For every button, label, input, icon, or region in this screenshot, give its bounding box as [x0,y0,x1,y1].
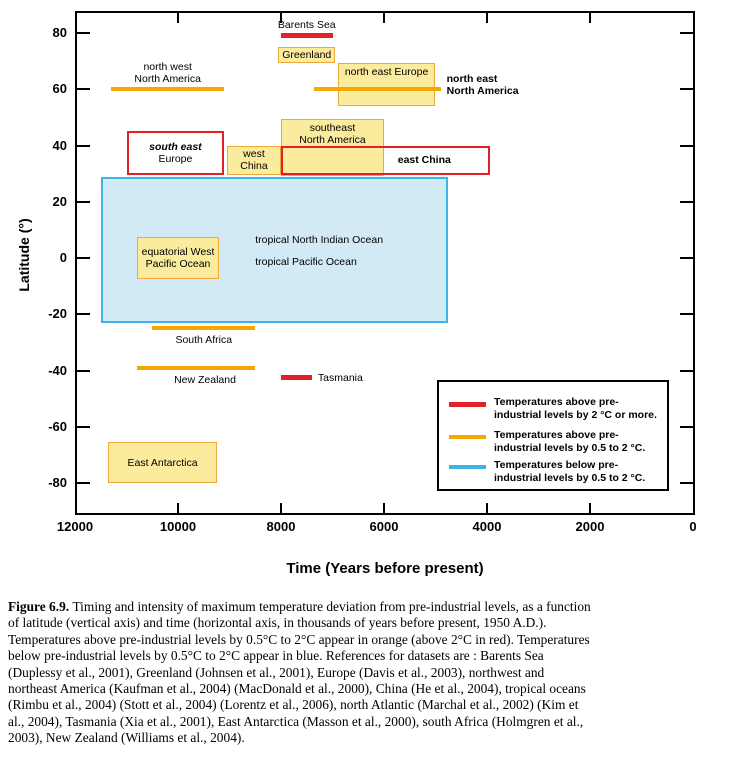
y-tick [77,426,90,428]
y-tick [77,257,90,259]
y-tick [680,313,693,315]
region-label-equatorial-west-pacific-ocean: equatorial West Pacific Ocean [141,246,215,270]
region-label-northwest-north-america: north west North America [134,61,201,86]
y-tick-label: 60 [52,81,67,97]
x-tick [177,13,179,23]
figure-caption [8,599,734,747]
y-tick-label: 80 [52,25,67,40]
region-barents-sea [281,33,333,38]
x-tick [589,13,591,23]
y-axis-title: Latitude (°) [16,218,32,292]
x-tick [280,503,282,513]
caption-line: northeast America (Kaufman et al., 2004) (MacDonald et al., 2000), China (He et al., 2004), tropical oceans [8,681,586,697]
y-tick [680,201,693,203]
annotation-tropical-pacific-ocean: tropical Pacific Ocean [255,256,357,269]
annotation-tropical-north-indian-ocean: tropical North Indian Ocean [255,233,384,246]
x-tick [486,503,488,513]
region-label-east-china: east China [397,154,451,167]
y-tick [680,145,693,147]
x-tick-label: 8000 [266,519,296,534]
region-label-northeast-north-america: north east North America [446,73,519,98]
legend-item-label: Temperatures above pre- industrial levels by 2 °C or more. [494,396,657,421]
y-tick [680,482,693,484]
caption-line: (Duplessy et al., 2001), Greenland (Johnsen et al., 2001), Europe (Davis et al., 2003), northwest and [8,664,545,680]
caption-line: of latitude (vertical axis) and time (horizontal axis, in thousands of years before present, 1950 A.D.). [8,615,547,631]
legend-swatch-above05 [449,435,486,439]
region-label-northeast-europe: north east Europe [344,65,429,78]
caption-line: below pre-industrial levels by 0.5°C to 2°C appear in blue. References for datasets are : Barents Sea [8,648,544,664]
y-tick-label: -20 [48,306,67,322]
region-south-africa [152,326,255,330]
region-label-greenland: Greenland [282,48,332,61]
y-tick [77,370,90,372]
x-tick [589,503,591,513]
caption-line: al., 2004), Tasmania (Xia et al., 2001), East Antarctica (Masson et al., 2000), south Africa (Holmgren et al., [8,713,584,729]
legend-item-label: Temperatures below pre- industrial levels by 0.5 to 2 °C. [494,459,646,484]
x-tick-label: 10000 [159,519,197,534]
x-tick [177,503,179,513]
x-tick-label: 6000 [369,519,399,534]
x-tick [383,13,385,23]
region-tasmania [281,375,312,380]
y-tick [77,32,90,34]
region-northeast-north-america [314,87,440,91]
x-tick [383,503,385,513]
region-new-zealand [137,366,255,370]
y-tick-label: 0 [59,250,67,265]
y-tick-label: -60 [48,418,67,434]
region-label-new-zealand: New Zealand [174,373,236,386]
region-label-southeast-europe: south east Europe [149,141,202,166]
y-tick-label: 20 [52,193,67,209]
x-tick-label: 0 [689,519,697,534]
y-tick [77,482,90,484]
region-label-barents-sea: Barents Sea [277,19,336,32]
y-tick-label: -80 [48,475,67,490]
region-east-china [281,146,490,176]
caption-line: Temperatures above pre-industrial levels by 0.5°C to 2°C appear in orange (above 2°C in red). Temperatures [8,631,590,647]
caption-line: (Rimbu et al., 2004) (Stott et al., 2004) (Lorentz et al., 2006), north Atlantic (Marchal et al., 2002) (Kim et [8,697,579,713]
x-tick [486,13,488,23]
x-axis-title: Time (Years before present) [286,560,484,577]
x-tick-label: 12000 [56,519,94,534]
x-tick-label: 4000 [472,519,502,534]
region-label-southeast-north-america: southeast North America [299,121,366,146]
legend [437,380,669,491]
legend-swatch-above2 [449,402,486,407]
legend-swatch-below05 [449,465,486,469]
caption-line: Figure 6.9. Timing and intensity of maximum temperature deviation from pre-industrial levels, as a function [8,599,591,614]
region-northwest-north-america [111,87,224,91]
y-tick-label: -40 [48,362,67,378]
y-tick [77,201,90,203]
y-tick [680,32,693,34]
figure-label: Figure 6.9. [8,599,73,614]
y-tick [680,88,693,90]
region-label-tasmania: Tasmania [317,371,363,384]
caption-line: 2003), New Zealand (Williams et al., 2004). [8,730,245,746]
x-tick-label: 2000 [575,519,605,534]
region-label-south-africa: South Africa [175,334,233,347]
legend-item-label: Temperatures above pre- industrial levels by 0.5 to 2 °C. [494,429,646,454]
y-tick [680,370,693,372]
y-tick [680,426,693,428]
y-tick [680,257,693,259]
region-label-east-antarctica: East Antarctica [127,456,198,469]
y-tick [77,145,90,147]
y-tick-label: 40 [52,137,67,153]
region-label-west-china: west China [240,148,268,173]
y-tick [77,313,90,315]
y-tick [77,88,90,90]
